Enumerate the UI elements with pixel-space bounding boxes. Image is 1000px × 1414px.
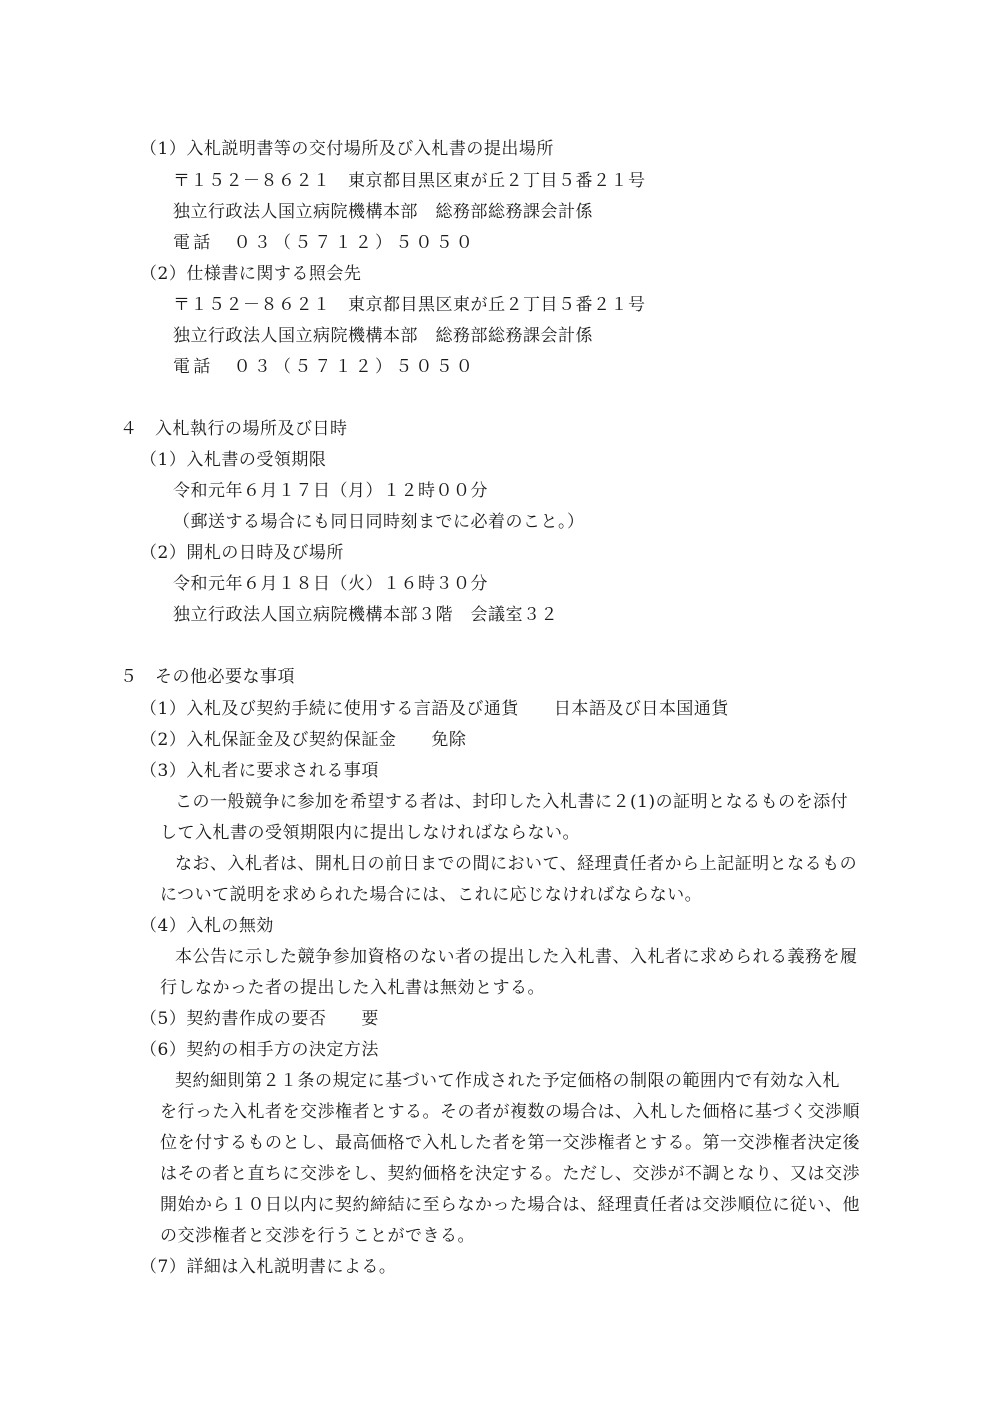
- sec3-item2-organization: 独立行政法人国立病院機構本部 総務部総務課会計係: [173, 326, 593, 346]
- sec5-item6-heading: （6）契約の相手方の決定方法: [140, 1040, 379, 1060]
- sec3-item1-organization: 独立行政法人国立病院機構本部 総務部総務課会計係: [173, 202, 593, 222]
- sec5-item4-line1: 本公告に示した競争参加資格のない者の提出した入札書、入札者に求められる義務を履: [175, 947, 858, 967]
- sec5-item7: （7）詳細は入札説明書による。: [140, 1257, 397, 1277]
- sec3-item2-heading: （2）仕様書に関する照会先: [140, 264, 362, 284]
- sec5-item6-line1: 契約細則第２１条の規定に基づいて作成された予定価格の制限の範囲内で有効な入札: [175, 1071, 840, 1091]
- sec4-item2-place: 独立行政法人国立病院機構本部３階 会議室３２: [173, 605, 558, 625]
- sec5-item3-heading: （3）入札者に要求される事項: [140, 761, 379, 781]
- sec5-item6-line2: を行った入札者を交渉権者とする。その者が複数の場合は、入札した価格に基づく交渉順: [160, 1102, 860, 1122]
- sec4-item1-deadline: 令和元年６月１７日（月）１２時００分: [173, 481, 488, 501]
- sec3-item1-heading: （1）入札説明書等の交付場所及び入札書の提出場所: [140, 139, 554, 159]
- sec5-title: ５ その他必要な事項: [120, 667, 295, 687]
- sec5-item6-line6: の交渉権者と交渉を行うことができる。: [160, 1226, 475, 1246]
- sec3-item1-phone: 電話 ０３（５７１２）５０５０: [173, 233, 476, 253]
- sec5-item3-paragraph2-line1: なお、入札者は、開札日の前日までの間において、経理責任者から上記証明となるもの: [175, 854, 858, 874]
- sec5-item2: （2）入札保証金及び契約保証金 免除: [140, 730, 467, 750]
- sec5-item5: （5）契約書作成の要否 要: [140, 1009, 379, 1029]
- sec4-item1-note: （郵送する場合にも同日同時刻までに必着のこと。）: [173, 512, 585, 532]
- sec4-title: ４ 入札執行の場所及び日時: [120, 419, 348, 439]
- sec4-item2-heading: （2）開札の日時及び場所: [140, 543, 344, 563]
- sec5-item3-paragraph1-line1: この一般競争に参加を希望する者は、封印した入札書に２(1)の証明となるものを添付: [175, 792, 849, 812]
- sec5-item6-line4: はその者と直ちに交渉をし、契約価格を決定する。ただし、交渉が不調となり、又は交渉: [160, 1164, 860, 1184]
- sec3-item2-phone: 電話 ０３（５７１２）５０５０: [173, 357, 476, 377]
- sec3-item1-postal-address: 〒１５２－８６２１ 東京都目黒区東が丘２丁目５番２１号: [173, 171, 646, 191]
- sec4-item1-heading: （1）入札書の受領期限: [140, 450, 327, 470]
- sec5-item4-line2: 行しなかった者の提出した入札書は無効とする。: [160, 978, 545, 998]
- sec5-item3-paragraph1-line2: して入札書の受領期限内に提出しなければならない。: [160, 823, 580, 843]
- sec4-item2-datetime: 令和元年６月１８日（火）１６時３０分: [173, 574, 488, 594]
- sec5-item1: （1）入札及び契約手続に使用する言語及び通貨 日本語及び日本国通貨: [140, 699, 729, 719]
- sec5-item4-heading: （4）入札の無効: [140, 916, 274, 936]
- sec3-item2-postal-address: 〒１５２－８６２１ 東京都目黒区東が丘２丁目５番２１号: [173, 295, 646, 315]
- sec5-item6-line3: 位を付するものとし、最高価格で入札した者を第一交渉権者とする。第一交渉権者決定後: [160, 1133, 860, 1153]
- sec5-item6-line5: 開始から１０日以内に契約締結に至らなかった場合は、経理責任者は交渉順位に従い、他: [160, 1195, 860, 1215]
- sec5-item3-paragraph2-line2: について説明を求められた場合には、これに応じなければならない。: [160, 885, 703, 905]
